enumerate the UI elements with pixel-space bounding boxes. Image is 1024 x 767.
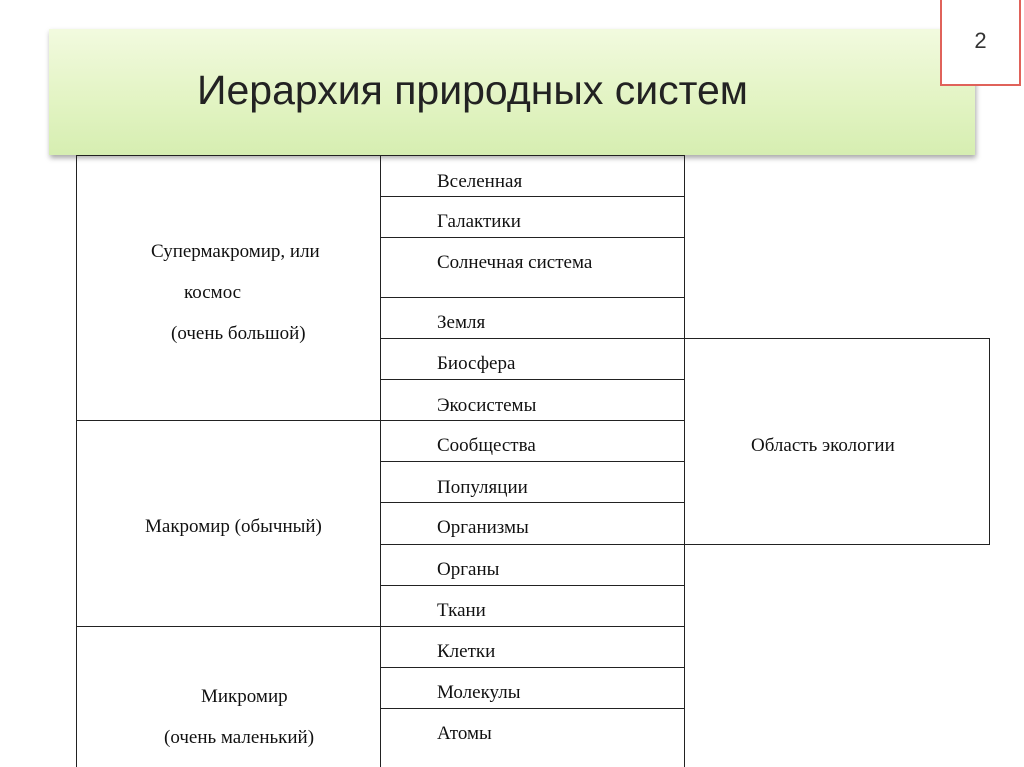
table-border-left [76, 155, 77, 767]
page-number-box [940, 0, 1021, 86]
row-separator [380, 338, 685, 339]
group-label-supermacro-note: (очень большой) [171, 323, 306, 344]
row-separator [380, 502, 685, 503]
level-label: Вселенная [437, 171, 523, 192]
title-banner [49, 29, 975, 155]
level-label: Солнечная система [437, 252, 593, 273]
group-label-macro: Макромир (обычный) [145, 516, 322, 537]
row-separator [380, 297, 685, 298]
row-separator [380, 461, 685, 462]
row-separator [380, 420, 685, 421]
level-label: Клетки [437, 641, 496, 662]
row-separator [380, 544, 685, 545]
level-label: Биосфера [437, 353, 516, 374]
level-label: Ткани [437, 600, 486, 621]
ecology-box-right [989, 338, 990, 545]
row-separator [380, 585, 685, 586]
row-separator [380, 379, 685, 380]
slide-title: Иерархия природных систем [197, 67, 748, 113]
group-label-supermacro-cosmos: космос [184, 282, 242, 303]
group-separator [76, 626, 381, 627]
level-label: Органы [437, 559, 500, 580]
level-label: Молекулы [437, 682, 521, 703]
group-label-micro-note: (очень маленький) [164, 727, 315, 748]
group-label-supermacro: Супермакромир, или [151, 241, 320, 262]
level-label: Популяции [437, 477, 528, 498]
row-separator [380, 667, 685, 668]
level-label: Организмы [437, 517, 529, 538]
level-label: Галактики [437, 211, 521, 232]
row-separator [380, 708, 685, 709]
row-separator [380, 237, 685, 238]
group-label-micro: Микромир [201, 686, 288, 707]
level-label: Земля [437, 312, 486, 333]
ecology-box-top [684, 338, 990, 339]
row-separator [380, 626, 685, 627]
row-separator [380, 196, 685, 197]
level-label: Сообщества [437, 435, 536, 456]
level-label: Экосистемы [437, 395, 537, 416]
page-number: 2 [974, 28, 987, 53]
ecology-box-bottom [684, 544, 990, 545]
group-separator [76, 420, 381, 421]
level-label: Атомы [437, 723, 492, 744]
ecology-area-label: Область экологии [751, 435, 895, 456]
